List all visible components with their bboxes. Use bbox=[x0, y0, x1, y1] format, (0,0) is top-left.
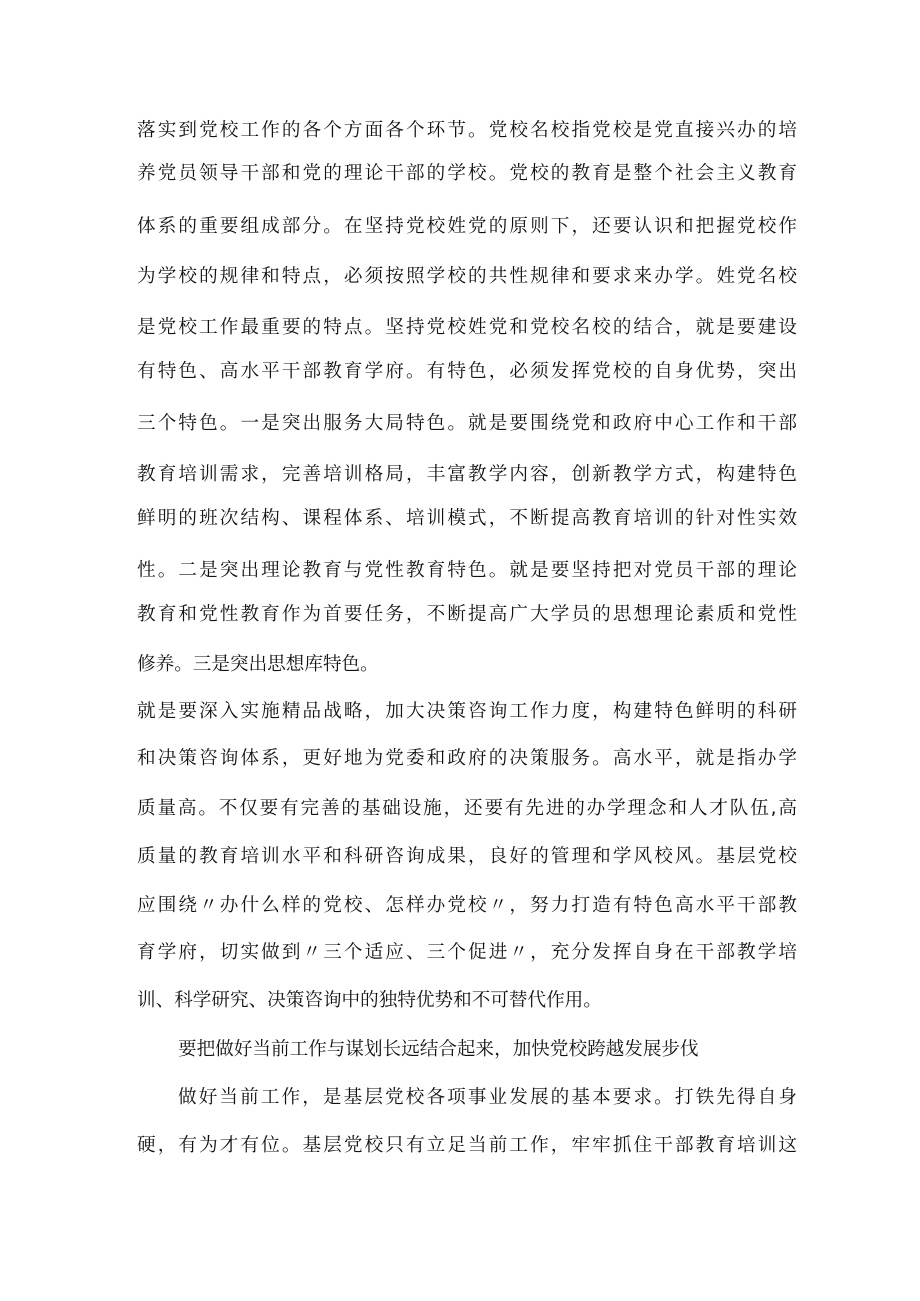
text-line: 鲜明的班次结构、课程体系、培训模式，不断提高教育培训的针对性实效 bbox=[137, 508, 797, 529]
text-line: 育学府，切实做到〃三个适应、三个促进〃，充分发挥自身在干部教学培 bbox=[137, 942, 797, 963]
text-line: 训、科学研究、决策咨询中的独特优势和不可替代作用。 bbox=[137, 990, 602, 1011]
text-line: 三个特色。一是突出服务大局特色。就是要围绕党和政府中心工作和干部 bbox=[137, 413, 797, 434]
text-line: 修养。三是突出思想库特色。 bbox=[137, 654, 379, 675]
text-line: 落实到党校工作的各个方面各个环节。党校名校指党校是党直接兴办的培 bbox=[137, 120, 797, 141]
text-line: 质量的教育培训水平和科研咨询成果，良好的管理和学风校风。基层党校 bbox=[137, 846, 797, 867]
text-line: 是党校工作最重要的特点。坚持党校姓党和党校名校的结合，就是要建设 bbox=[137, 317, 797, 338]
text-line: 为学校的规律和特点，必须按照学校的共性规律和要求来办学。姓党名校 bbox=[137, 266, 797, 287]
text-line: 和决策咨询体系，更好地为党委和政府的决策服务。高水平，就是指办学 bbox=[137, 748, 797, 769]
text-line: 教育培训需求，完善培训格局，丰富教学内容，创新教学方式，构建特色 bbox=[137, 464, 797, 485]
text-line: 硬，有为才有位。基层党校只有立足当前工作，牢牢抓住干部教育培训这 bbox=[137, 1135, 797, 1156]
text-line: 教育和党性教育作为首要任务，不断提高广大学员的思想理论素质和党性 bbox=[137, 604, 797, 625]
text-line: 体系的重要组成部分。在坚持党校姓党的原则下，还要认识和把握党校作 bbox=[137, 216, 797, 237]
section-heading: 要把做好当前工作与谋划长远结合起来，加快党校跨越发展步伐 bbox=[178, 1039, 699, 1060]
text-line: 做好当前工作，是基层党校各项事业发展的基本要求。打铁先得自身 bbox=[178, 1087, 797, 1108]
text-line: 就是要深入实施精品战略，加大决策咨询工作力度，构建特色鲜明的科研 bbox=[137, 701, 797, 722]
text-line: 有特色、高水平干部教育学府。有特色，必须发挥党校的自身优势，突出 bbox=[137, 361, 797, 382]
text-line: 应围绕〃办什么样的党校、怎样办党校〃，努力打造有特色高水平干部教 bbox=[137, 895, 797, 916]
text-line: 质量高。不仅要有完善的基础设施，还要有先进的办学理念和人才队伍,高 bbox=[137, 798, 797, 819]
text-line: 性。二是突出理论教育与党性教育特色。就是要坚持把对党员干部的理论 bbox=[137, 560, 797, 581]
text-line: 养党员领导干部和党的理论干部的学校。党校的教育是整个社会主义教育 bbox=[137, 163, 797, 184]
